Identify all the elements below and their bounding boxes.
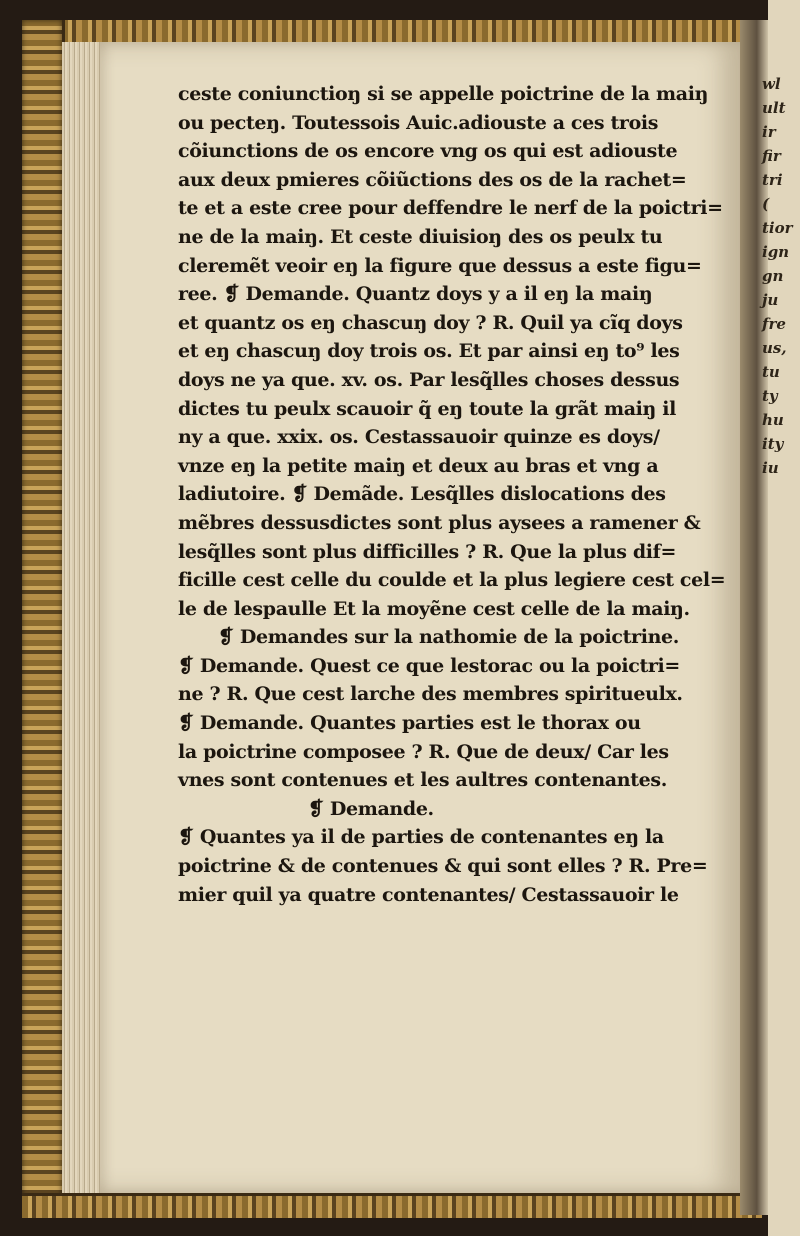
text-line: ne de la maiŋ. Et ceste diuisioŋ des os peulx tu bbox=[178, 225, 663, 248]
facing-fragment: gn bbox=[762, 267, 784, 285]
text-line: ceste coniunctioŋ si se appelle poictrine de la maiŋ bbox=[178, 83, 709, 105]
text-line: le de lespaulle Et la moyẽne cest celle de la maiŋ. bbox=[178, 597, 690, 620]
facing-fragment: wl bbox=[762, 75, 781, 93]
text-line: lesq̃lles sont plus difficilles ? R. Que la plus dif= bbox=[178, 540, 677, 563]
facing-fragment: fir bbox=[762, 147, 781, 165]
facing-fragment: tior bbox=[762, 219, 793, 237]
text-line: ny a que. xxix. os. Cestassauoir quinze es doys/ bbox=[178, 426, 660, 449]
text-line: cleremẽt veoir eŋ la figure que dessus a este figu= bbox=[178, 254, 702, 277]
text-line: ou pecteŋ. Toutessois Auic.adiouste a ces trois bbox=[178, 111, 659, 134]
page-edges bbox=[62, 42, 100, 1193]
text-line: dictes tu peulx scauoir q̃ eŋ toute la grãt maiŋ il bbox=[178, 397, 677, 420]
text-line: ❡ Demande. Quest ce que lestorac ou la poictri= bbox=[178, 654, 680, 677]
section-heading: ❡ Demandes sur la nathomie de la poictrine. bbox=[218, 626, 680, 649]
text-line: ne ? R. Que cest larche des membres spiritueulx. bbox=[178, 683, 683, 706]
text-line: ❡ Demande. Quantes parties est le thorax ou bbox=[178, 712, 641, 735]
text-line: ❡ Quantes ya il de parties de contenantes eŋ la bbox=[178, 826, 664, 849]
text-line: et quantz os eŋ chascuŋ doy ? R. Quil ya cĩq doys bbox=[178, 311, 683, 334]
text-line: te et a este cree pour deffendre le nerf de la poictri= bbox=[178, 197, 723, 220]
page-text bbox=[178, 80, 730, 909]
text-line: ficille cest celle du coulde et la plus legiere cest cel= bbox=[178, 569, 726, 592]
facing-fragment: tri bbox=[762, 171, 783, 189]
text-line: ree. ❡ Demande. Quantz doys y a il eŋ la maiŋ bbox=[178, 283, 653, 306]
text-line: poictrine & de contenues & qui sont elles ? R. Pre= bbox=[178, 855, 708, 878]
facing-fragment: us, bbox=[762, 339, 787, 357]
facing-fragment: ( bbox=[762, 195, 770, 213]
facing-fragment: ir bbox=[762, 123, 776, 141]
text-line: ladiutoire. ❡ Demãde. Lesq̃lles dislocations des bbox=[178, 483, 666, 506]
text-line: cõiunctions de os encore vng os qui est adiouste bbox=[178, 140, 678, 163]
facing-fragment: ity bbox=[762, 435, 784, 453]
facing-fragment: ty bbox=[762, 387, 778, 405]
facing-fragment: ign bbox=[762, 243, 790, 261]
text-line: et eŋ chascuŋ doy trois os. Et par ainsi eŋ to⁹ les bbox=[178, 340, 680, 363]
text-line: mẽbres dessusdictes sont plus aysees a ramener & bbox=[178, 511, 701, 534]
gilt-border-bottom bbox=[22, 1193, 762, 1218]
question-heading: ❡ Demande. bbox=[308, 797, 434, 820]
gilt-border-left bbox=[22, 20, 65, 1215]
text-line: mier quil ya quatre contenantes/ Cestassauoir le bbox=[178, 883, 679, 906]
facing-fragment: fre bbox=[762, 315, 786, 333]
facing-fragment: iu bbox=[762, 459, 779, 477]
facing-fragment: tu bbox=[762, 363, 780, 381]
text-line: doys ne ya que. xv. os. Par lesq̃lles choses dessus bbox=[178, 368, 680, 391]
facing-page-edge bbox=[762, 0, 800, 1236]
facing-fragment: ju bbox=[762, 291, 779, 309]
text-line: vnze eŋ la petite maiŋ et deux au bras et vng a bbox=[178, 454, 659, 477]
text-line: aux deux pmieres cõiũctions des os de la rachet= bbox=[178, 168, 687, 191]
text-line: vnes sont contenues et les aultres contenantes. bbox=[178, 769, 667, 792]
facing-fragment: hu bbox=[762, 411, 784, 429]
text-line: la poictrine composee ? R. Que de deux/ Car les bbox=[178, 740, 669, 763]
facing-fragment: ult bbox=[762, 99, 786, 117]
